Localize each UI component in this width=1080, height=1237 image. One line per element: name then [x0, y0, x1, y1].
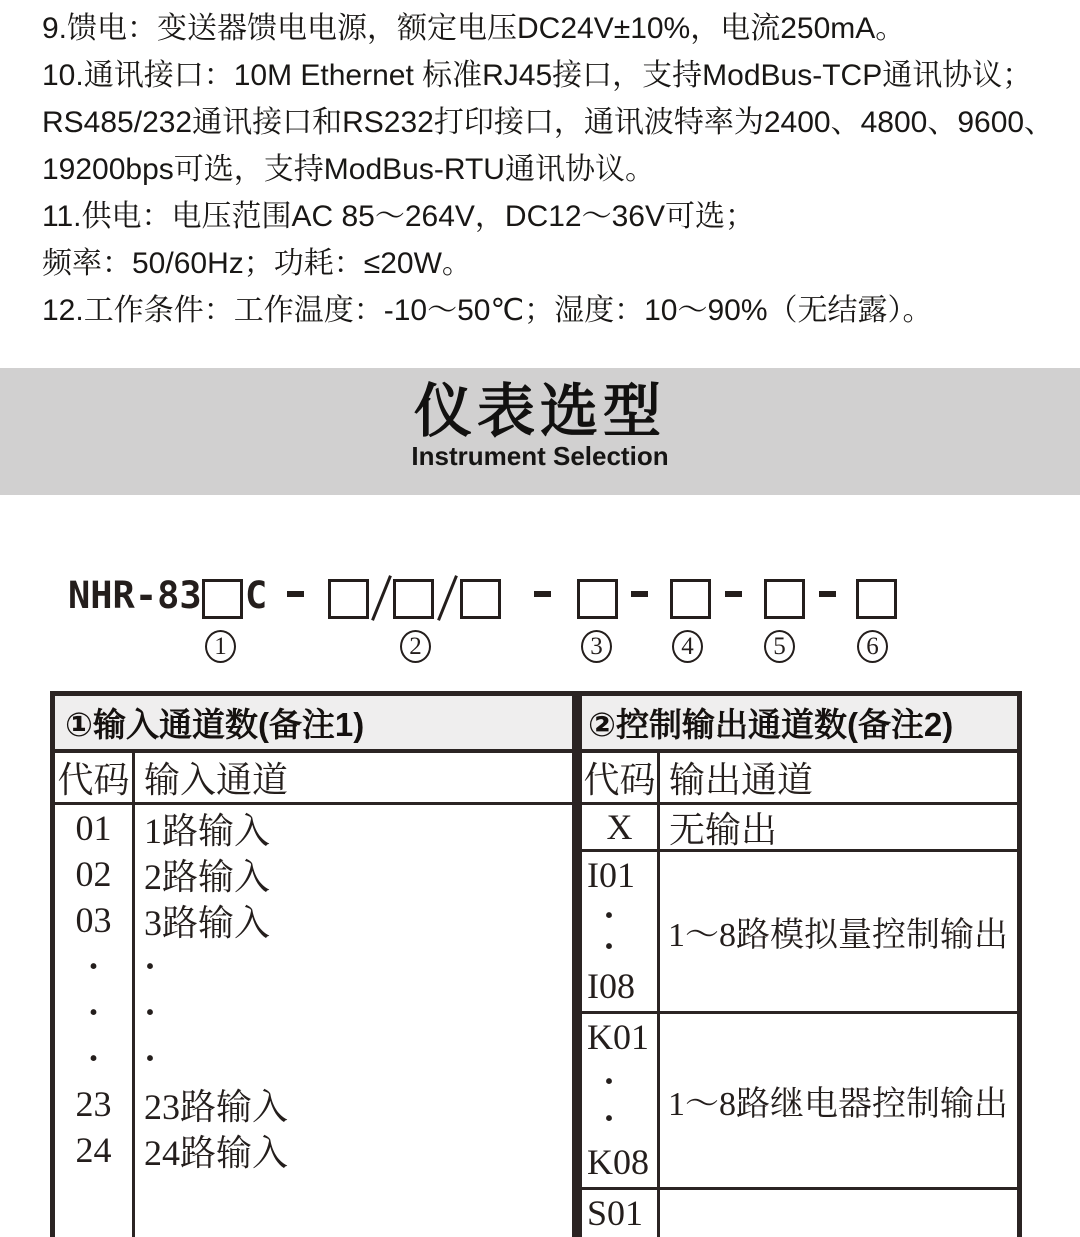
table-row	[55, 1035, 572, 1081]
table-row	[55, 851, 572, 897]
desc-cell: ·	[144, 1038, 157, 1078]
section-subtitle: Instrument Selection	[411, 441, 669, 471]
ellipsis-dot: ·	[603, 1061, 616, 1102]
desc-cell: 3路输入	[144, 902, 271, 943]
code-column-header: 代码	[55, 753, 135, 802]
input-rows	[55, 805, 572, 1237]
model-slash	[437, 575, 458, 621]
desc-cell: ·	[144, 992, 157, 1032]
model-circle-5: 5	[764, 630, 795, 663]
model-circle-4: 4	[672, 630, 703, 663]
table-row-s01	[582, 1190, 1017, 1237]
model-slash	[371, 575, 392, 621]
desc-cell	[660, 1190, 1017, 1237]
desc-column-header: 输出通道	[669, 760, 814, 800]
model-box-3	[393, 579, 434, 619]
spec-line-10b: RS485/232通讯接口和RS232打印接口，通讯波特率为2400、4800、9600、	[42, 106, 1055, 139]
model-prefix: NHR-83	[68, 574, 202, 617]
spec-line-11b: 频率：50/60Hz；功耗：≤20W。	[42, 247, 472, 280]
table-row	[55, 943, 572, 989]
model-circle-1: 1	[205, 630, 236, 663]
model-box-6	[670, 579, 711, 619]
code-cell: S01	[582, 1190, 660, 1237]
section-banner	[0, 368, 1080, 495]
code-cell	[582, 1014, 660, 1187]
model-dash	[725, 591, 742, 597]
ellipsis-dot: ·	[603, 1097, 616, 1138]
desc-cell: 2路输入	[144, 856, 271, 897]
code-cell	[55, 1173, 135, 1237]
code-cell: 23	[55, 1081, 135, 1127]
desc-cell: ·	[144, 946, 157, 986]
table-row-filler	[55, 1173, 572, 1237]
code-value: I01	[587, 855, 635, 895]
spec-text-block	[42, 5, 1055, 334]
spec-line-10: 10.通讯接口：10M Ethernet 标准RJ45接口，支持ModBus-TCP通讯协议；	[42, 59, 1033, 92]
spec-line-12: 12.工作条件：工作温度：-10～50℃；湿度：10～90%（无结露）。	[42, 294, 933, 327]
model-box-4	[460, 579, 501, 619]
desc-column-header: 输入通道	[144, 760, 289, 800]
table-row	[55, 989, 572, 1035]
table-row-analog-output	[582, 852, 1017, 1014]
code-value: I08	[587, 965, 635, 1006]
spec-line-10c: 19200bps可选，支持ModBus-RTU通讯协议。	[42, 153, 655, 186]
section-title: 仪表选型	[413, 379, 666, 444]
desc-cell: 23路输入	[144, 1086, 289, 1127]
model-circle-3: 3	[581, 630, 612, 663]
desc-cell: 1路输入	[144, 810, 271, 851]
code-cell: 02	[55, 851, 135, 897]
output-panel-header: ②控制输出通道数(备注2)	[582, 696, 1017, 753]
code-cell	[582, 852, 660, 1011]
code-cell: 01	[55, 805, 135, 851]
table-row	[55, 805, 572, 851]
output-panel-subheader	[582, 753, 1017, 805]
spec-line-9: 9.馈电：变送器馈电电源，额定电压DC24V±10%，电流250mA。	[42, 12, 906, 45]
input-panel-subheader	[55, 753, 572, 805]
model-box-2	[328, 579, 369, 619]
model-dash	[631, 591, 648, 597]
ellipsis-dot: ·	[603, 926, 616, 967]
input-panel-header: ①输入通道数(备注1)	[55, 696, 572, 753]
desc-cell: 24路输入	[144, 1132, 289, 1173]
model-dash	[534, 591, 551, 597]
spec-line-11: 11.供电：电压范围AC 85～264V，DC12～36V可选；	[42, 200, 755, 233]
code-column-header: 代码	[582, 753, 660, 802]
desc-cell: 1～8路模拟量控制输出	[668, 917, 1008, 954]
code-value: K01	[587, 1017, 649, 1057]
table-row	[55, 1081, 572, 1127]
model-dash	[819, 591, 836, 597]
code-value: K08	[587, 1141, 649, 1182]
code-cell: 03	[55, 897, 135, 943]
table-row-relay-output	[582, 1014, 1017, 1190]
model-circle-2: 2	[400, 630, 431, 663]
model-box-8	[856, 579, 897, 619]
code-cell: 24	[55, 1127, 135, 1173]
code-cell: ·	[55, 943, 135, 989]
code-cell: ·	[55, 1035, 135, 1081]
model-circle-6: 6	[857, 630, 888, 663]
desc-cell: 1～8路继电器控制输出	[668, 1086, 1008, 1123]
table-row	[55, 1127, 572, 1173]
model-box-7	[764, 579, 805, 619]
desc-cell	[135, 1173, 572, 1237]
code-cell: X	[582, 805, 660, 849]
model-c-label: C	[245, 574, 268, 617]
input-channels-panel	[50, 691, 577, 1237]
model-box-1	[202, 579, 243, 619]
table-row	[55, 897, 572, 943]
output-channels-panel	[577, 691, 1022, 1237]
model-box-5	[577, 579, 618, 619]
table-row-no-output	[582, 805, 1017, 852]
model-dash	[287, 591, 304, 597]
code-cell: ·	[55, 989, 135, 1035]
desc-cell: 无输出	[669, 809, 778, 850]
ellipsis-dot: ·	[603, 894, 616, 935]
